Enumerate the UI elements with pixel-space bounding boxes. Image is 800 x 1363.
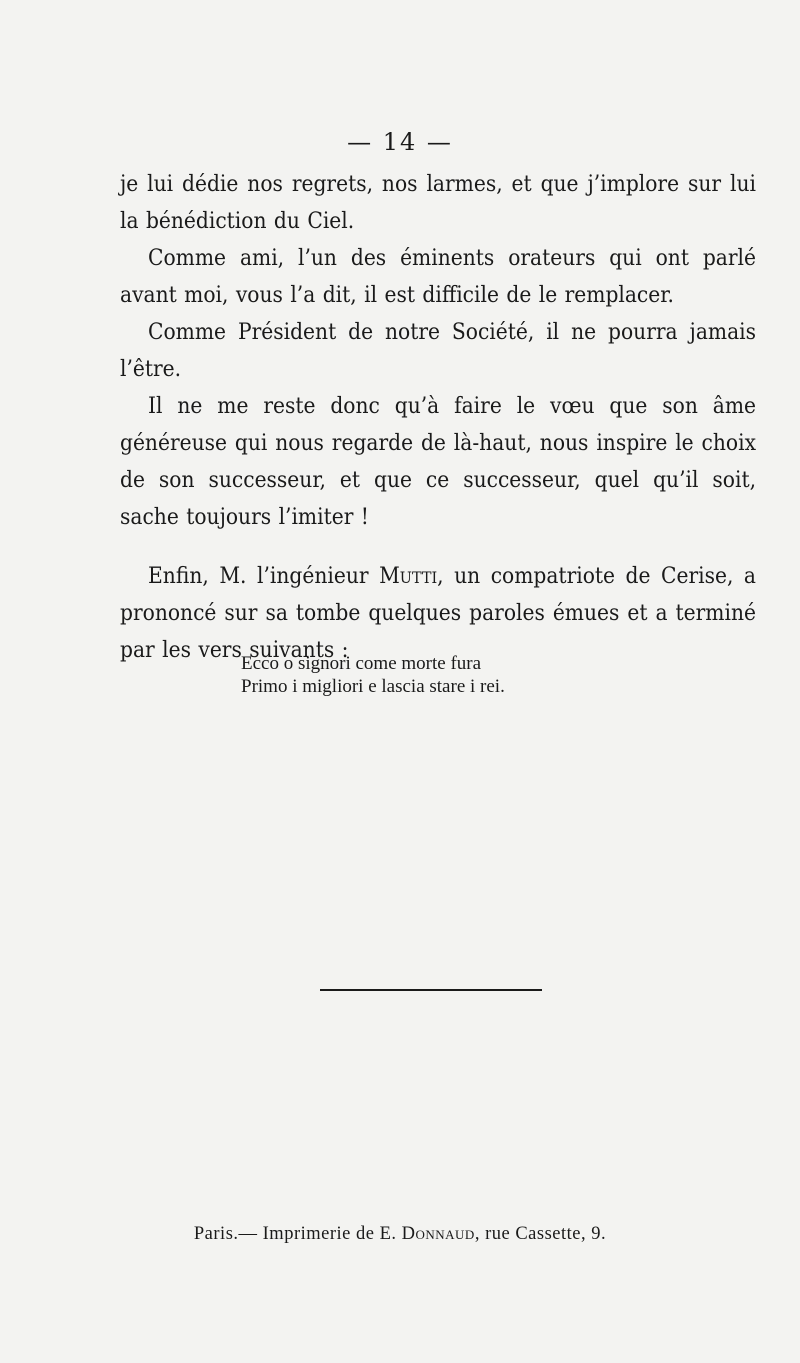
paragraph-5-start: Enfin, M. l’ingénieur	[148, 563, 369, 589]
paragraph-4: Il ne me reste donc qu’à faire le vœu que son âme généreuse qui nous regarde de là-haut, nous inspire le choix de son successeur, et que ce successeur, quel qu’il soit, sache toujours l’imiter !	[120, 393, 756, 530]
page-number: — 14 —	[347, 128, 453, 156]
name-mutti: Mutti	[379, 563, 438, 589]
verse-line-1: Ecco o signori come morte fura	[241, 653, 482, 674]
paragraph-3: Comme Président de notre Société, il ne pourra jamais l’être.	[120, 319, 756, 382]
verse-quotation	[241, 652, 661, 698]
body-text	[120, 166, 756, 669]
horizontal-rule	[320, 989, 542, 991]
imprint-printer-name: Donnaud	[401, 1224, 475, 1244]
paragraph-5-end: , un compatriote de Cerise, a prononcé sur sa tombe quelques paroles émues et a terminé par les vers suivants :	[120, 563, 756, 663]
imprint-start: Paris.— Imprimerie de E.	[193, 1224, 397, 1244]
paragraph-1: je lui dédie nos regrets, nos larmes, et que j’implore sur lui la bénédiction du Ciel.	[120, 171, 756, 234]
verse-line-2: Primo i migliori e lascia stare i rei.	[241, 676, 505, 697]
imprint-end: , rue Cassette, 9.	[474, 1224, 607, 1244]
printer-imprint	[0, 1224, 800, 1245]
paragraph-2: Comme ami, l’un des éminents orateurs qui ont parlé avant moi, vous l’a dit, il est difficile de le remplacer.	[120, 245, 756, 308]
